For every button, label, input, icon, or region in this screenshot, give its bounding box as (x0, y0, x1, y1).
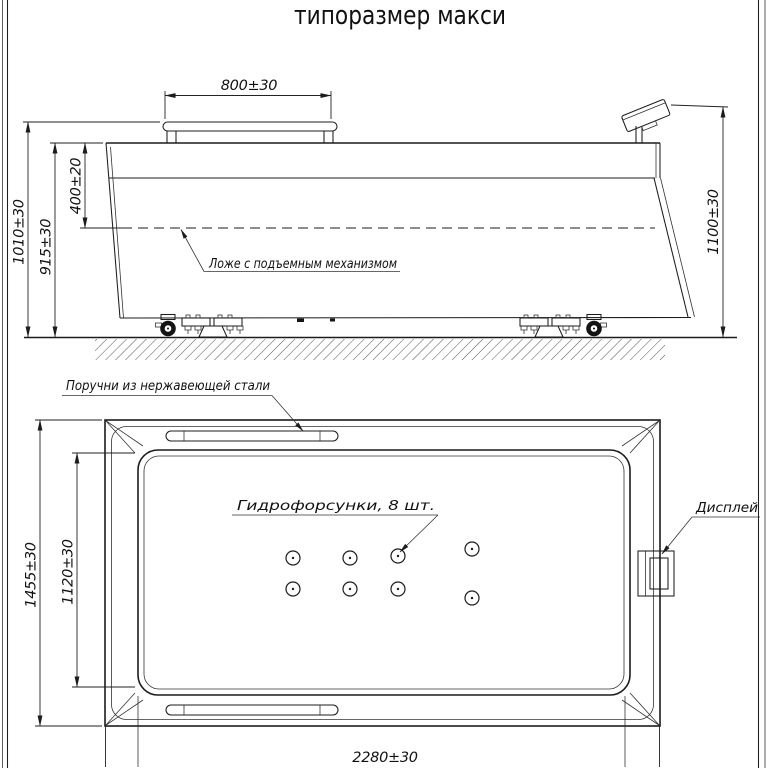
dim-overall-height (671, 105, 728, 337)
side-handrail (163, 122, 337, 143)
callout-jets (232, 499, 438, 552)
dim-label-915: 915±30 (38, 218, 55, 276)
dim-plan-basin-width (61, 453, 136, 687)
tub-outline (106, 143, 695, 322)
dim-label-2280: 2280±30 (352, 750, 418, 766)
dim-label-1120: 1120±30 (60, 539, 77, 605)
callout-label-display: Дисплей (694, 501, 758, 516)
hydro-jet-center-dot (349, 557, 351, 559)
callout-label-lifting-bed: Ложе с подъемным механизмом (208, 257, 398, 272)
dim-label-1100: 1100±30 (706, 189, 722, 255)
dim-bed-depth (69, 143, 123, 228)
dim-plan-overall-length (106, 696, 660, 767)
hydro-jet-center-dot (292, 588, 294, 590)
dim-handrail-height (12, 122, 161, 337)
side-elevation-view (12, 78, 738, 360)
hydro-jet-center-dot (471, 597, 473, 599)
hydro-jet-center-dot (471, 548, 473, 550)
callout-label-jets: Гидрофорсунки, 8 шт. (237, 499, 435, 514)
hydro-jet-center-dot (292, 557, 294, 559)
dim-label-800: 800±30 (220, 78, 278, 94)
dim-label-1010: 1010±30 (11, 199, 28, 265)
drawing-title: типоразмер макси (294, 1, 506, 31)
callout-label-handrails: Поручни из нержавеющей стали (66, 379, 270, 394)
dim-label-1455: 1455±30 (23, 542, 40, 608)
side-display-unit (621, 99, 672, 143)
plan-display-unit (638, 551, 674, 596)
dim-handrail-width (165, 78, 331, 119)
hydro-jet-center-dot (349, 588, 351, 590)
hydro-jet-center-dot (397, 588, 399, 590)
callout-lifting-bed (181, 230, 400, 273)
hydro-jets (286, 542, 479, 605)
plan-handrail-bottom (166, 705, 338, 715)
ground-hatch (24, 338, 737, 361)
plan-handrail-top (166, 431, 338, 441)
hydro-jet-center-dot (397, 555, 399, 557)
plan-tub-outline (105, 420, 660, 726)
plan-view (24, 379, 761, 767)
callout-handrails (62, 379, 303, 431)
dim-label-400: 400±20 (68, 157, 85, 215)
callout-display (662, 501, 760, 554)
